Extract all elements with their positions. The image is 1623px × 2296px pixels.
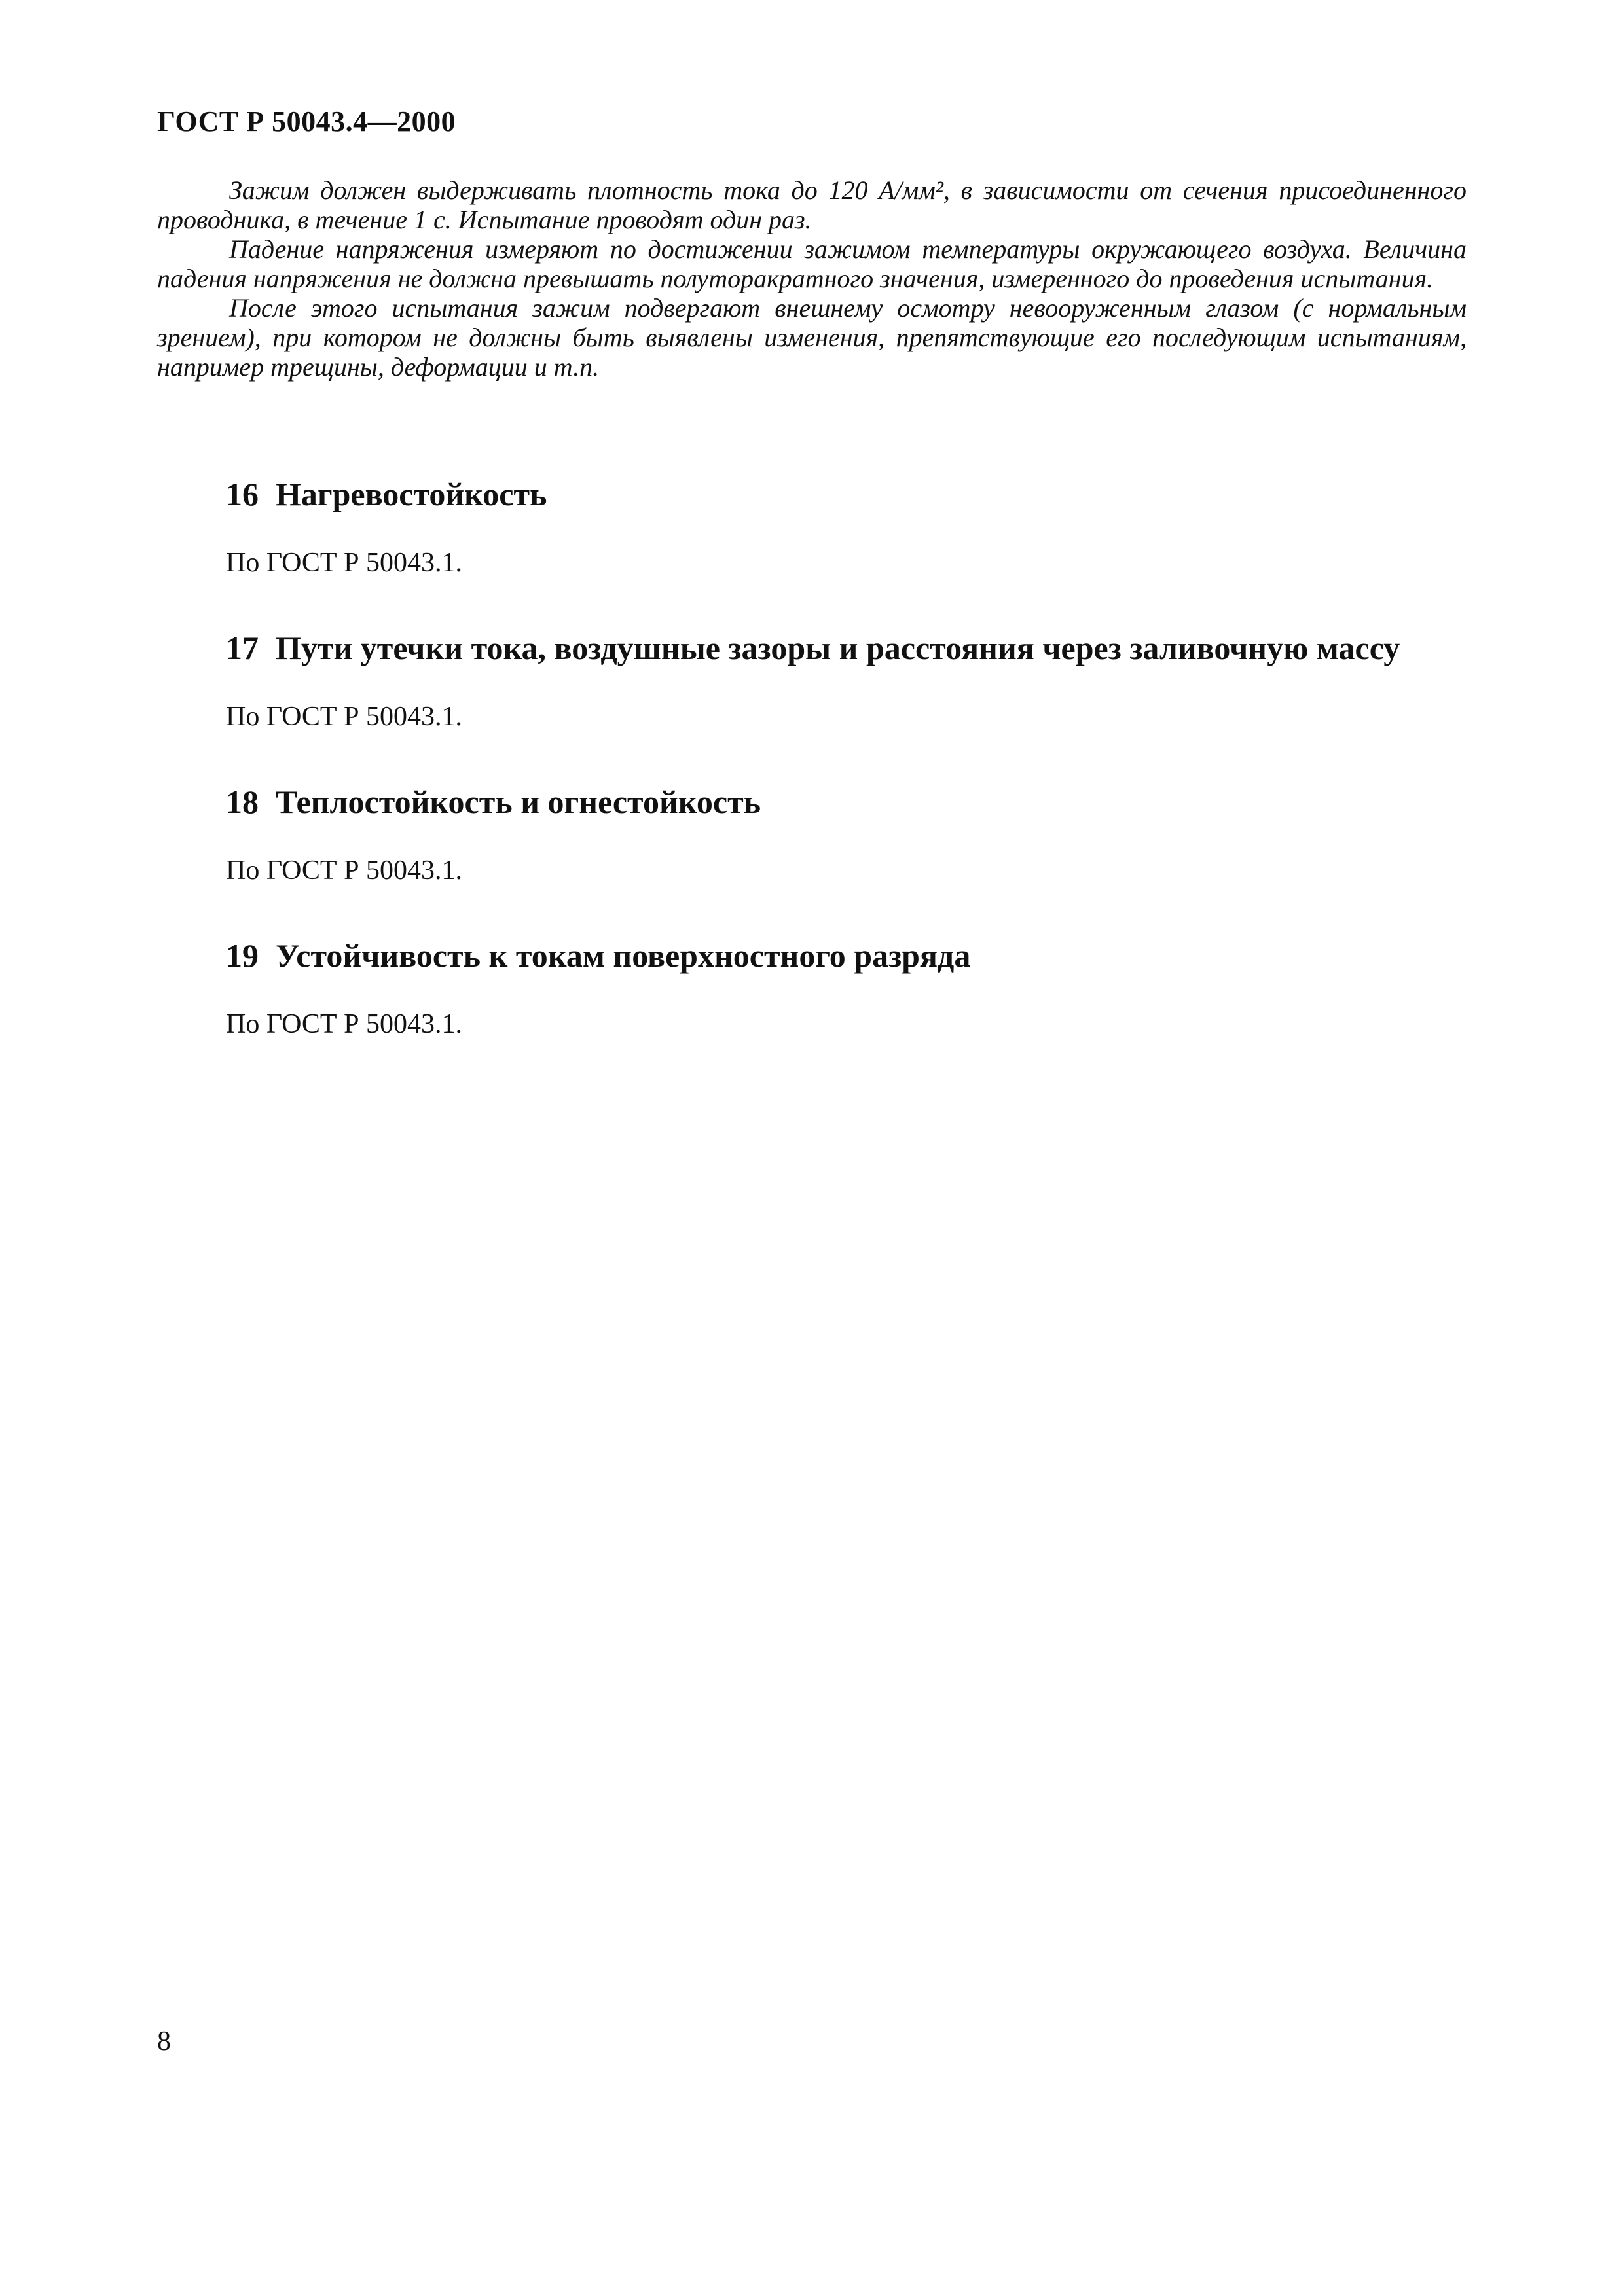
section-reference: По ГОСТ Р 50043.1. <box>226 702 462 732</box>
section-title: Устойчивость к токам поверхностного разряда <box>276 937 971 974</box>
intro-paragraph: Зажим должен выдерживать плотность тока до 120 А/мм², в зависимости от сечения присоединенного проводника, в течение 1 с. Испытание проводят один раз. <box>157 175 1467 234</box>
section-title: Теплостойкость и огнестойкость <box>276 783 761 820</box>
page-number: 8 <box>157 2026 171 2056</box>
intro-text-block <box>157 175 1467 382</box>
section-number: 17 <box>226 630 259 666</box>
section-reference: По ГОСТ Р 50043.1. <box>226 855 462 886</box>
intro-paragraph: Падение напряжения измеряют по достижении зажимом температуры окружающего воздуха. Величина падения напряжения не должна превышать полуторакратного значения, измеренного до проведения испытания. <box>157 234 1467 293</box>
section-title: Нагревостойкость <box>276 476 547 512</box>
section-reference: По ГОСТ Р 50043.1. <box>226 548 462 578</box>
section-17 <box>226 628 1522 733</box>
section-reference: По ГОСТ Р 50043.1. <box>226 1009 462 1039</box>
section-16 <box>226 475 1522 579</box>
section-heading <box>226 936 1522 975</box>
section-heading <box>226 628 1522 668</box>
section-title: Пути утечки тока, воздушные зазоры и расстояния через заливочную массу <box>276 630 1400 666</box>
section-heading <box>226 782 1522 821</box>
section-number: 19 <box>226 937 259 974</box>
section-number: 18 <box>226 783 259 820</box>
section-18 <box>226 782 1522 887</box>
section-number: 16 <box>226 476 259 512</box>
section-heading <box>226 475 1522 514</box>
section-19 <box>226 936 1522 1041</box>
intro-paragraph: После этого испытания зажим подвергают внешнему осмотру невооруженным глазом (с нормальным зрением), при котором не должны быть выявлены изменения, препятствующие его последующим испытаниям, например трещины, деформации и т.п. <box>157 293 1467 382</box>
document-code: ГОСТ Р 50043.4—2000 <box>157 105 456 137</box>
